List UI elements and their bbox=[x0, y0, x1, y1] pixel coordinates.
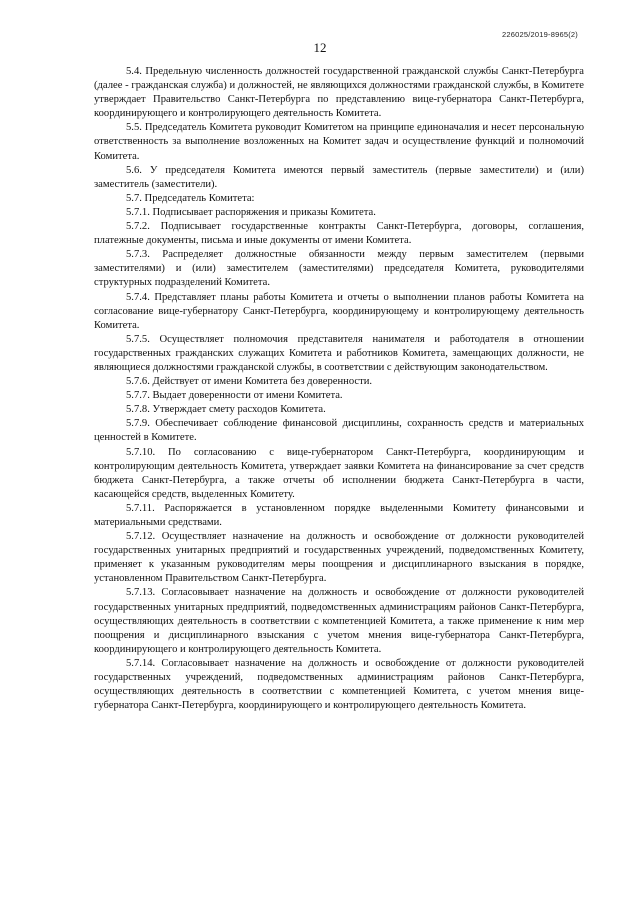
document-body bbox=[94, 65, 584, 713]
paragraph-5-7-3: 5.7.3. Распределяет должностные обязанности между первым заместителем (первыми заместителями) и (или) заместителем (заместителями) председателя Комитета, руководителями структурных подразделений Комитета. bbox=[94, 249, 584, 289]
document-number: 226025/2019-8965(2) bbox=[502, 30, 578, 39]
paragraph-5-7-5: 5.7.5. Осуществляет полномочия представителя нанимателя и работодателя в отношении государственных гражданских служащих Комитета и работников Комитета, замещающих должности, не являющиеся должностями гражданской службы, в соответствии с действующим законодательством. bbox=[94, 333, 584, 373]
paragraph-5-7-13: 5.7.13. Согласовывает назначение на должность и освобождение от должности руководителей государственных унитарных предприятий, подведомственных администрациям районов Санкт-Петербурга, осуществляющих деятельность в соответствии с компетенцией Комитета, а также применение к ним мер поощрения и дисциплинарного взыскания с учетом мнения вице-губернатора Санкт-Петербурга, координирующего и контролирующего деятельность Комитета. bbox=[94, 587, 584, 655]
paragraph-5-5: 5.5. Председатель Комитета руководит Комитетом на принципе единоначалия и несет персональную ответственность за выполнение возложенных на Комитет задач и осуществление функций и полномочий Комитета. bbox=[94, 122, 584, 162]
paragraph-5-6: 5.6. У председателя Комитета имеются первый заместитель (первые заместители) и (или) заместитель (заместители). bbox=[94, 164, 584, 190]
paragraph-5-7-8: 5.7.8. Утверждает смету расходов Комитета. bbox=[126, 404, 326, 416]
paragraph-5-7-4: 5.7.4. Представляет планы работы Комитета и отчеты о выполнении планов работы Комитета на согласование вице-губернатору Санкт-Петербурга, координирующему и контролирующему деятельность Комитета. bbox=[94, 291, 584, 331]
paragraph-5-7-6: 5.7.6. Действует от имени Комитета без доверенности. bbox=[126, 376, 373, 388]
paragraph-5-7-10: 5.7.10. По согласованию с вице-губернатором Санкт-Петербурга, координирующим и контролирующим деятельность Комитета, утверждает заявки Комитета на финансирование за счет средств бюджета Санкт-Петербурга, а также отчеты об исполнении бюджета Санкт-Петербурга в части, касающейся средств, выделенных Комитету. bbox=[94, 446, 584, 500]
paragraph-5-7-2: 5.7.2. Подписывает государственные контракты Санкт-Петербурга, договоры, соглашения, платежные документы, письма и иные документы от имени Комитета. bbox=[94, 221, 584, 247]
paragraph-5-7-11: 5.7.11. Распоряжается в установленном порядке выделенными Комитету финансовыми и материальными средствами. bbox=[94, 502, 584, 528]
paragraph-5-4: 5.4. Предельную численность должностей государственной гражданской службы Санкт-Петербурга (далее - гражданская служба) и должностей, не являющихся должностями гражданской службы, в Комитете утверждает Правительство Санкт-Петербурга по представлению вице-губернатора Санкт-Петербурга, координирующего и контролирующего деятельность Комитета. bbox=[94, 66, 584, 120]
paragraph-5-7-14: 5.7.14. Согласовывает назначение на должность и освобождение от должности руководителей государственных учреждений, подведомственных администрациям районов Санкт-Петербурга, осуществляющих деятельность в соответствии с компетенцией Комитета, с учетом мнения вице-губернатора Санкт-Петербурга, координирующего и контролирующего деятельность Комитета. bbox=[94, 657, 584, 712]
paragraph-5-7-1: 5.7.1. Подписывает распоряжения и приказы Комитета. bbox=[126, 206, 376, 218]
paragraph-5-7-7: 5.7.7. Выдает доверенности от имени Комитета. bbox=[126, 390, 343, 402]
paragraph-5-7-9: 5.7.9. Обеспечивает соблюдение финансовой дисциплины, сохранность средств и материальных ценностей в Комитете. bbox=[94, 418, 584, 444]
paragraph-5-7-12: 5.7.12. Осуществляет назначение на должность и освобождение от должности руководителей государственных унитарных предприятий и государственных учреждений, подведомственных Комитету, применяет к указанным руководителям меры поощрения и дисциплинарного взыскания в порядке, установленном Правительством Санкт-Петербурга. bbox=[94, 531, 584, 585]
paragraph-5-7: 5.7. Председатель Комитета: bbox=[126, 192, 255, 204]
page-number: 12 bbox=[313, 40, 327, 55]
